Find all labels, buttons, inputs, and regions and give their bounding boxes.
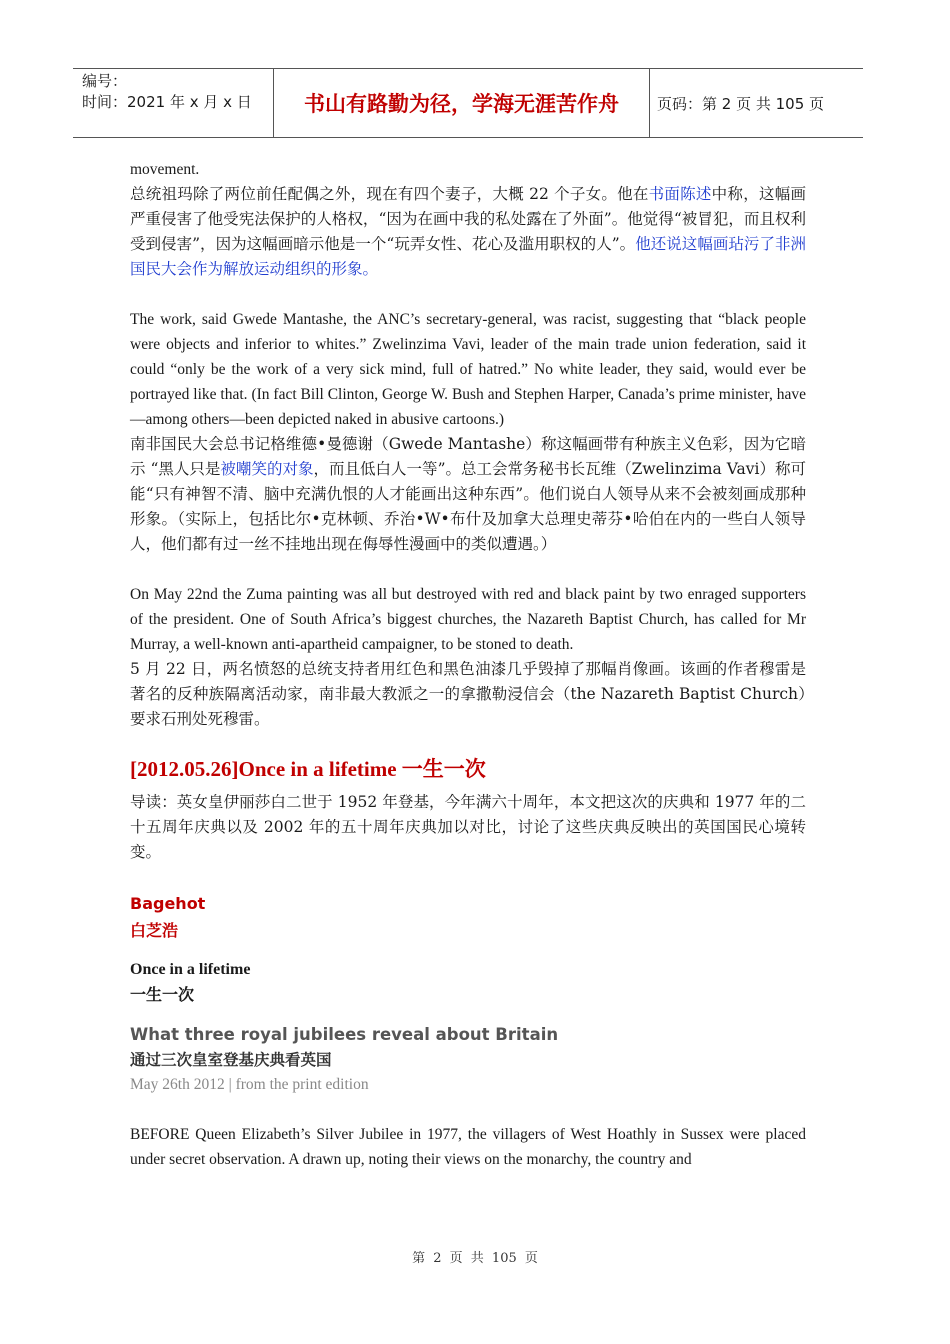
number-label: 编号： [82, 72, 128, 90]
link-anc-image[interactable]: 他还说这幅画玷污了非洲国民大会作为解放运动组织的形象。 [130, 235, 806, 278]
paragraph-cn: 5 月 22 日，两名愤怒的总统支持者用红色和黑色油漆几乎毁掉了那幅肖像画。该画的作者穆雷是著名的反种族隔离活动家，南非最大教派之一的拿撒勒浸信会（the Nazareth Baptist Church）要求石刑处死穆雷。 [130, 660, 806, 728]
dateline: May 26th 2012 | from the print edition [130, 1076, 369, 1093]
text-run: ，而且低白人一等”。总工会常务秘书长瓦维（Zwelinzima Vavi）称可能“只有神智不清、脑中充满仇恨的人才能画出这种东西”。他们说白人领导从来不会被刻画成那种形象。（实际上，包括比尔•克林顿、乔治•W•布什及加拿大总理史蒂芬•哈伯在内的一些白人领导人，他们都有过一丝不挂地出现在侮辱性漫画中的类似遭遇。） [130, 460, 806, 553]
paragraph-cn [130, 432, 806, 557]
header-meta [73, 69, 282, 139]
article-title-en: Once in a lifetime [130, 961, 251, 978]
section-title: [2012.05.26]Once in a lifetime 一生一次 [130, 757, 486, 781]
header-motto: 书山有路勤为径，学海无涯苦作舟 [273, 69, 650, 137]
author-cn: 白芝浩 [130, 921, 179, 940]
paragraph: movement. [130, 161, 200, 178]
header-page-info: 页码：第 2 页 共 105 页 [657, 94, 825, 113]
document-header [73, 68, 863, 138]
section-intro: 导读：英女皇伊丽莎白二世于 1952 年登基，今年满六十周年，本文把这次的庆典和 1977 年的二十五周年庆典以及 2002 年的五十周年庆典加以对比，讨论了这些庆典反映出的英国国民心境转变。 [130, 793, 806, 861]
article-subtitle-cn: 通过三次皇室登基庆典看英国 [130, 1051, 332, 1069]
page-footer: 第 2 页 共 105 页 [412, 1251, 538, 1266]
paragraph-cn [130, 182, 806, 282]
paragraph: BEFORE Queen Elizabeth’s Silver Jubilee in 1977, the villagers of West Hoathly in Sussex were placed under secret observation. A drawn up, noting their views on the monarchy, the country and [130, 1126, 806, 1168]
text-run: 南非国民大会总书记格维德•曼德谢（Gwede Mantashe）称这幅画带有种族主义色彩，因为它暗示 “黑人只是 [130, 435, 806, 478]
article-subtitle-en: What three royal jubilees reveal about Britain [130, 1025, 559, 1044]
paragraph: The work, said Gwede Mantashe, the ANC’s secretary-general, was racist, suggesting that “black people were objects and inferior to whites.” Zwelinzima Vavi, leader of the main trade union federation, said it could “only be the work of a very sick mind, full of hatred.” No white leader, they said, would ever be portrayed like that. (In fact Bill Clinton, George W. Bush and Stephen Harper, Canada’s prime minister, have—among others—been depicted naked in abusive cartoons.) [130, 311, 806, 428]
document-body [130, 157, 806, 1172]
link-written-statement[interactable]: 书面陈述 [648, 185, 712, 203]
text-run: 中称，这幅画严重侵害了他受宪法保护的人格权，“因为在画中我的私处露在了外面”。他觉得“被冒犯，而且权利受到侵害”，因为这幅画暗示他是一个“玩弄女性、花心及滥用职权的人”。 [130, 185, 806, 253]
link-object-of-ridicule[interactable]: 被嘲笑的对象 [220, 460, 314, 478]
article-title-cn: 一生一次 [130, 987, 195, 1004]
paragraph: On May 22nd the Zuma painting was all but destroyed with red and black paint by two enraged supporters of the president. One of South Africa’s biggest churches, the Nazareth Baptist Church, has called for Mr Murray, a well-known anti-apartheid campaigner, to be stoned to death. [130, 586, 806, 653]
text-run: 总统祖玛除了两位前任配偶之外，现在有四个妻子，大概 22 个子女。他在 [130, 185, 649, 203]
time-label: 时间：2021 年 x 月 x 日 [82, 93, 252, 111]
author-en: Bagehot [130, 894, 206, 913]
